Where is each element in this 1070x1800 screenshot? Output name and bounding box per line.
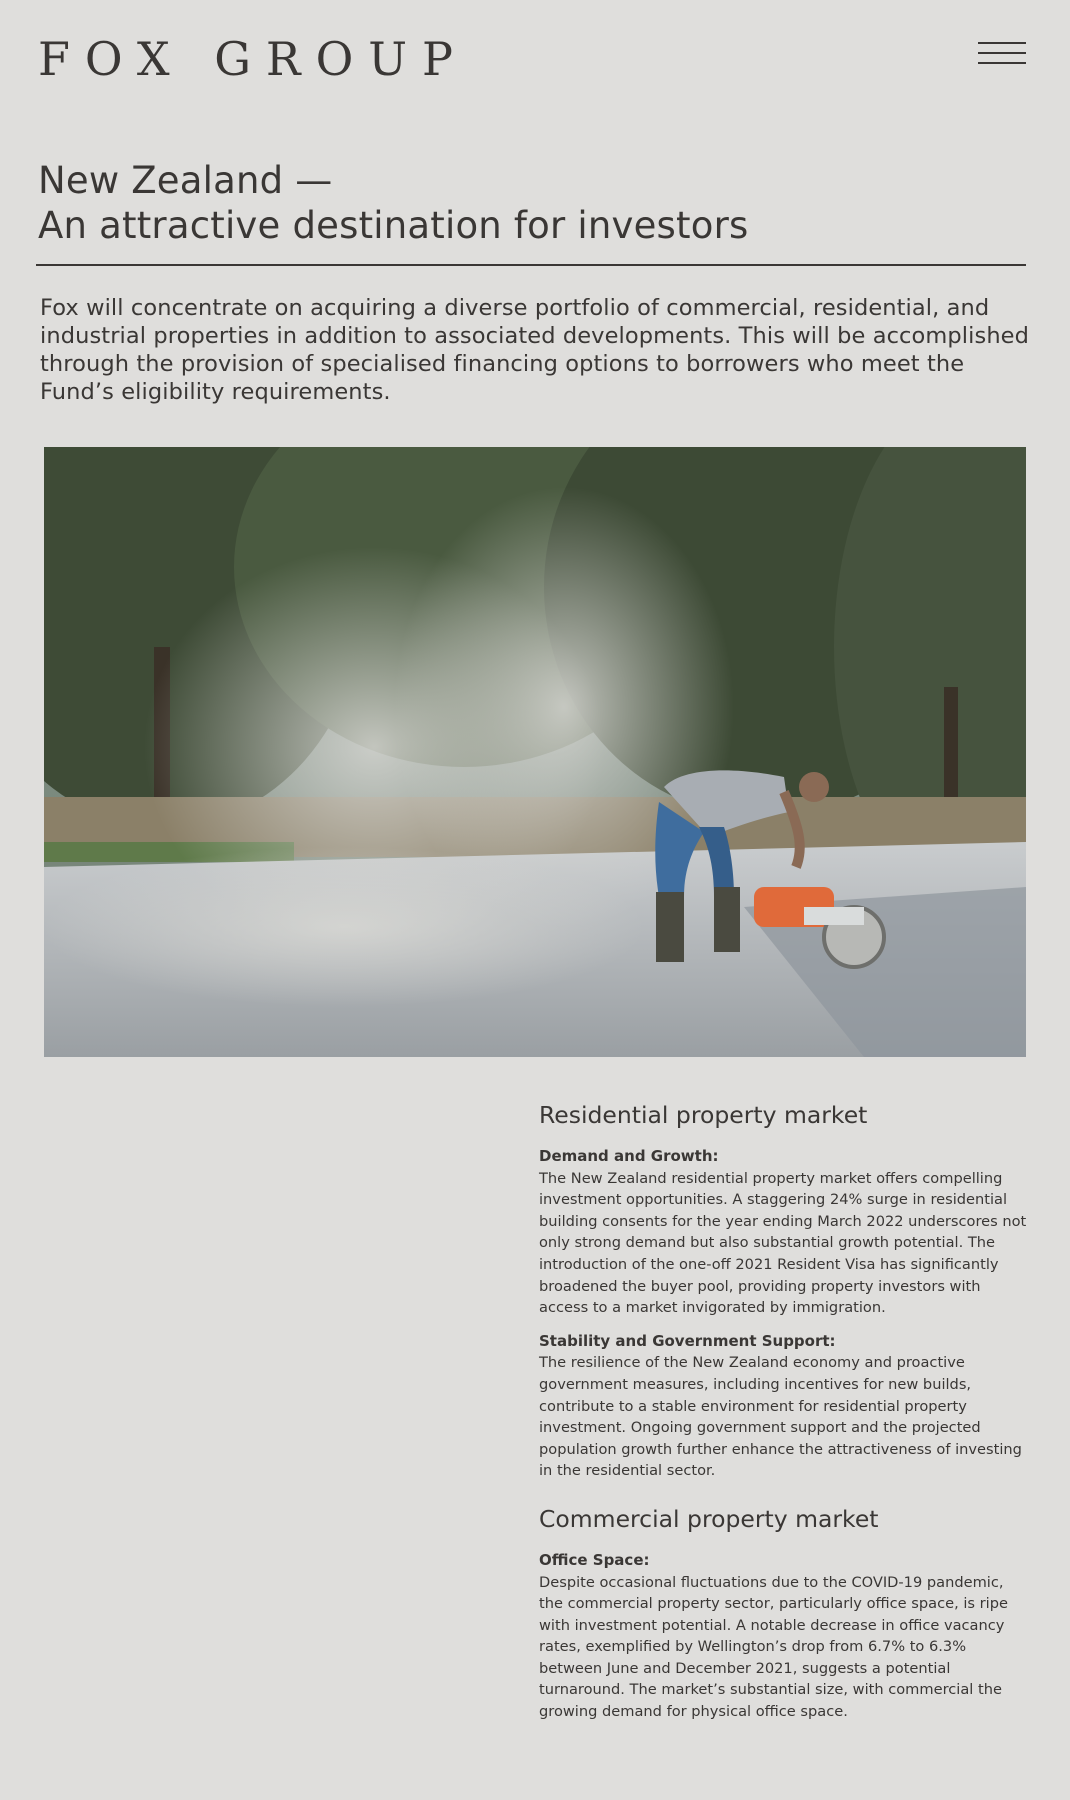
commercial-office-block (539, 1550, 1029, 1723)
section-title-residential: Residential property market (539, 1101, 868, 1129)
hero-photo (44, 447, 1026, 1057)
divider (36, 264, 1026, 266)
residential-demand-block (539, 1146, 1029, 1319)
page-title (38, 158, 1018, 248)
block-label: Demand and Growth: (539, 1147, 719, 1165)
block-label: Stability and Government Support: (539, 1331, 836, 1350)
logo[interactable]: FOX GROUP (38, 32, 469, 86)
menu-line (978, 52, 1026, 54)
page-title-line-2: An attractive destination for investors (38, 204, 749, 247)
residential-section (539, 1100, 1029, 1482)
menu-line (978, 62, 1026, 64)
block-text: The resilience of the New Zealand economy and proactive government measures, including incentives for new builds, contribute to a stable environment for residential property investment. Ongoing government support and the projected population growth further enhance the attractiveness of investing in the residential sector. (539, 1354, 1022, 1480)
section-title-commercial: Commercial property market (539, 1504, 879, 1533)
commercial-section (539, 1504, 1029, 1723)
block-text: The New Zealand residential property market offers compelling investment opportunities. A staggering 24% surge in residential building consents for the year ending March 2022 underscores not only strong demand but also substantial growth potential. The introduction of the one-off 2021 Resident Visa has significantly broadened the buyer pool, providing property investors with access to a market invigorated by immigration. (539, 1169, 1027, 1317)
construction-worker-photo (44, 447, 1026, 1057)
block-label: Office Space: (539, 1550, 650, 1569)
block-text: Despite occasional fluctuations due to the COVID-19 pandemic, the commercial property sector, particularly office space, is ripe with investment potential. A notable decrease in office vacancy rates, exemplified by Wellington’s drop from 6.7% to 6.3% between June and December 2021, suggests a potential turnaround. The market’s substantial size, with commercial the growing demand for physical office space. (539, 1573, 1008, 1721)
menu-line (978, 42, 1026, 44)
market-content (539, 1100, 1029, 1735)
residential-stability-block (539, 1331, 1029, 1482)
site-header (38, 32, 1026, 86)
section-gap (539, 1494, 1029, 1504)
intro-paragraph: Fox will concentrate on acquiring a diverse portfolio of commercial, residential, and industrial properties in addition to associated developments. This will be accomplished through the provision of specialised financing options to borrowers who meet the Fund’s eligibility requirements. (40, 295, 1029, 405)
hamburger-menu-icon[interactable] (978, 42, 1026, 64)
page-title-line-1: New Zealand — (38, 159, 333, 202)
